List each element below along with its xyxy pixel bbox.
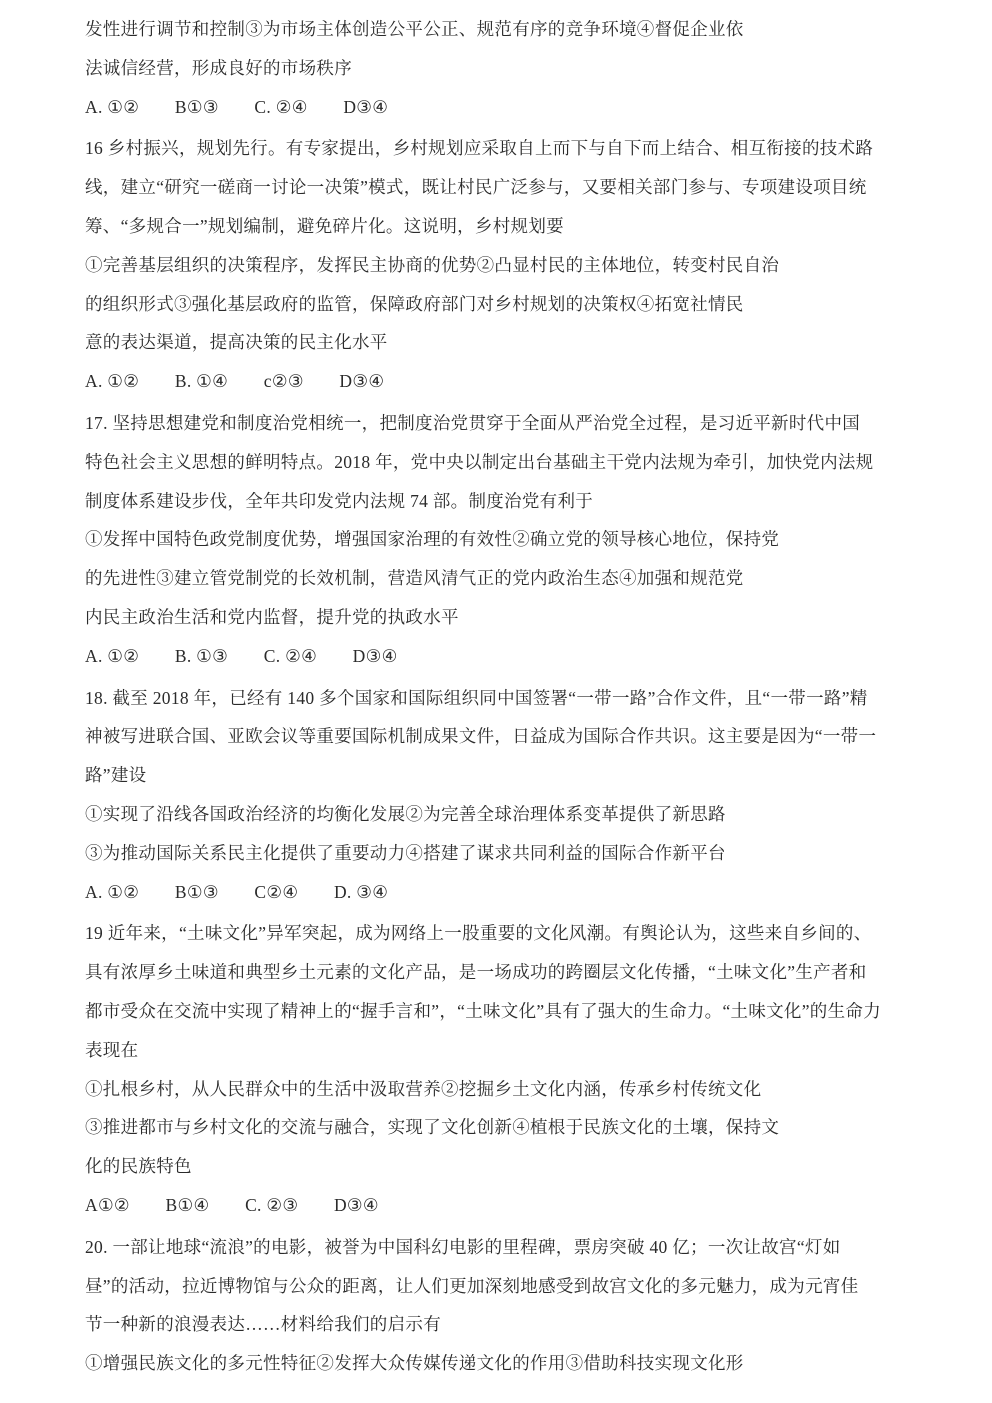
question-16-item-line: 意的表达渠道，提高决策的民主化水平 — [85, 332, 388, 353]
question-19-stem-line: 表现在 — [85, 1039, 139, 1060]
question-19-stem-line: 具有浓厚乡土味道和典型乡土元素的文化产品，是一场成功的跨圈层文化传播，“土味文化”生产者和 — [85, 962, 867, 983]
question-20-stem-line: 昼”的活动，拉近博物馆与公众的距离，让人们更加深刻地感受到故宫文化的多元魅力，成为元宵佳 — [85, 1275, 859, 1296]
question-17-item-line: 内民主政治生活和党内监督，提升党的执政水平 — [85, 606, 459, 627]
question-16-item-line: ①完善基层组织的决策程序，发挥民主协商的优势②凸显村民的主体地位，转变村民自治 — [85, 254, 780, 275]
question-18-item-line: ③为推动国际关系民主化提供了重要动力④搭建了谋求共同利益的国际合作新平台 — [85, 842, 726, 863]
question-20-item-line: ①增强民族文化的多元性特征②发挥大众传媒传递文化的作用③借助科技实现文化形 — [85, 1353, 744, 1374]
question-18-stem-line: 路”建设 — [85, 765, 147, 786]
question-16-stem-line: 线，建立“研究一磋商一讨论一决策”模式，既让村民广泛参与，又要相关部门参与、专项建设项目统 — [85, 177, 867, 198]
question-19-stem-line: 19 近年来，“土味文化”异军突起，成为网络上一股重要的文化风潮。有舆论认为，这些来自乡间的、 — [85, 923, 872, 944]
question-17-stem-line: 特色社会主义思想的鲜明特点。2018 年，党中央以制定出台基础主干党内法规为牵引，加快党内法规 — [85, 451, 874, 472]
question-19-stem-line: 都市受众在交流中实现了精神上的“握手言和”，“土味文化”具有了强大的生命力。“土味文化”的生命力 — [85, 1000, 882, 1021]
question-18-options-line: A. ①② B①③ C②④ D. ③④ — [85, 881, 389, 902]
question-16-stem-line: 16 乡村振兴，规划先行。有专家提出，乡村规划应采取自上而下与自下而上结合、相互衔接的技术路 — [85, 138, 874, 159]
question-18-item-line: ①实现了沿线各国政治经济的均衡化发展②为完善全球治理体系变革提供了新思路 — [85, 803, 726, 824]
question-16-options-line: A. ①② B. ①④ c②③ D③④ — [85, 371, 385, 392]
question-19-item-line: 化的民族特色 — [85, 1156, 192, 1177]
question-20-stem-line: 20. 一部让地球“流浪”的电影，被誉为中国科幻电影的里程碑，票房突破 40 亿；一次让故宫“灯如 — [85, 1236, 841, 1257]
question-17-item-line: 的先进性③建立管党制党的长效机制，营造风清气正的党内政治生态④加强和规范党 — [85, 568, 744, 589]
question-17-options-line: A. ①② B. ①③ C. ②④ D③④ — [85, 645, 398, 666]
question-16-stem-line: 筹、“多规合一”规划编制，避免碎片化。这说明，乡村规划要 — [85, 215, 564, 236]
question-18-stem-line: 18. 截至 2018 年，已经有 140 多个国家和国际组织同中国签署“一带一路”合作文件，且“一带一路”精 — [85, 687, 868, 708]
question-17-stem-line: 17. 坚持思想建党和制度治党相统一，把制度治党贯穿于全面从严治党全过程，是习近平新时代中国 — [85, 412, 861, 433]
question-15-options-line: A. ①② B①③ C. ②④ D③④ — [85, 96, 389, 117]
question-15-stem-line: 法诚信经营，形成良好的市场秩序 — [85, 57, 352, 78]
question-20-stem-line: 节一种新的浪漫表达……材料给我们的启示有 — [85, 1314, 441, 1335]
question-19-item-line: ③推进都市与乡村文化的交流与融合，实现了文化创新④植根于民族文化的土壤，保持文 — [85, 1117, 780, 1138]
question-16-item-line: 的组织形式③强化基层政府的监管，保障政府部门对乡村规划的决策权④拓宽社情民 — [85, 293, 744, 314]
question-17-stem-line: 制度体系建设步伐，全年共印发党内法规 74 部。制度治党有利于 — [85, 490, 594, 511]
question-17-item-line: ①发挥中国特色政党制度优势，增强国家治理的有效性②确立党的领导核心地位，保持党 — [85, 529, 780, 550]
question-19-item-line: ①扎根乡村，从人民群众中的生活中汲取营养②挖掘乡土文化内涵，传承乡村传统文化 — [85, 1078, 762, 1099]
question-15-stem-line: 发性进行调节和控制③为市场主体创造公平公正、规范有序的竞争环境④督促企业依 — [85, 19, 744, 39]
exam-document-body — [85, 10, 915, 1383]
question-18-stem-line: 神被写进联合国、亚欧会议等重要国际机制成果文件，日益成为国际合作共识。这主要是因为“一带一 — [85, 726, 877, 747]
question-19-options-line: A①② B①④ C. ②③ D③④ — [85, 1194, 379, 1215]
